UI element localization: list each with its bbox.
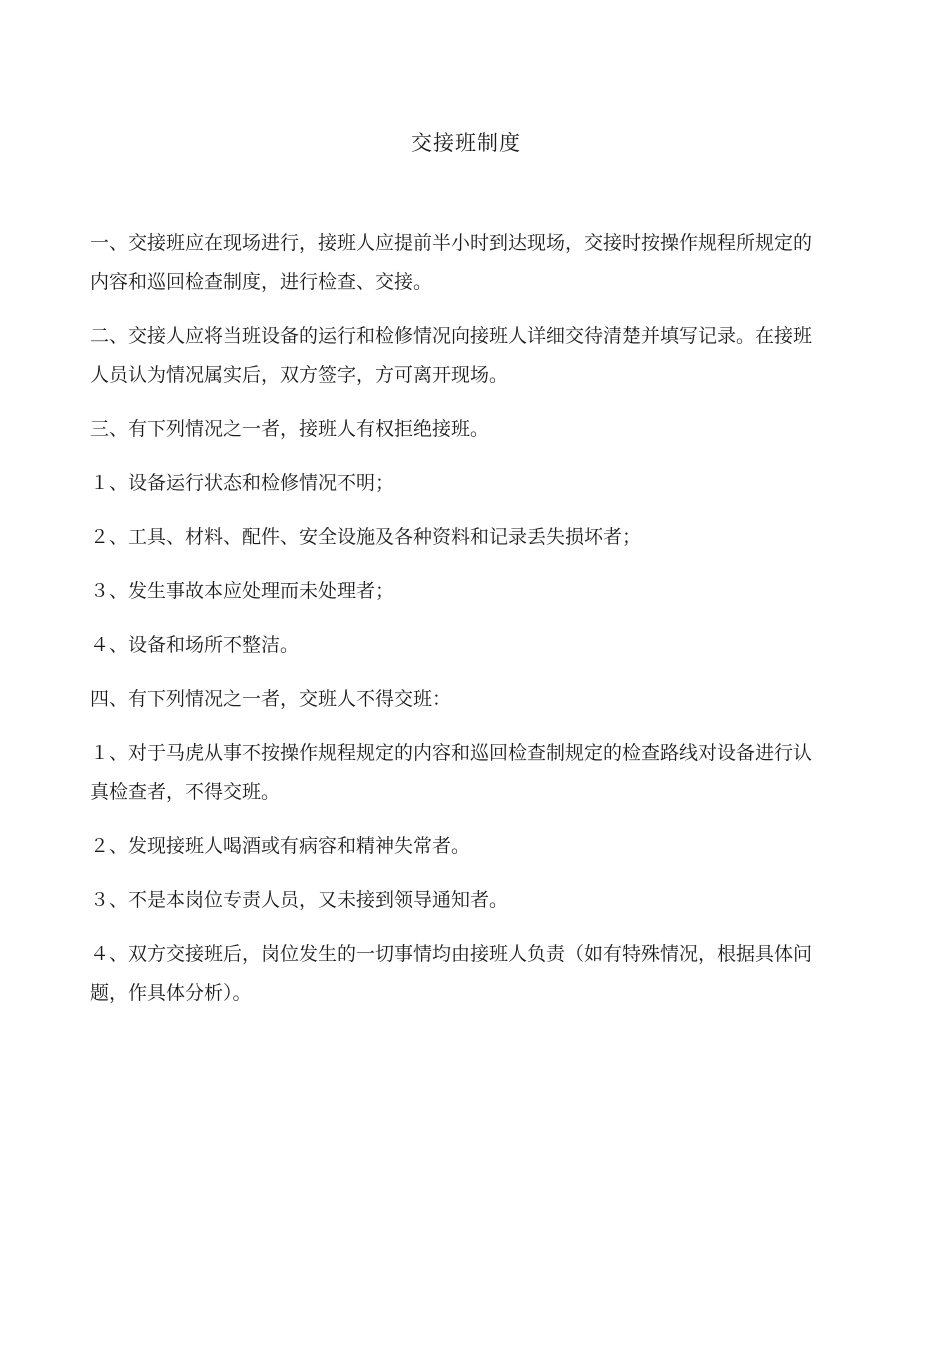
paragraph-1: 一、交接班应在现场进行，接班人应提前半小时到达现场，交接时按操作规程所规定的内容和巡回检查制度，进行检查、交接。 [90,232,813,293]
paragraph-4: 四、有下列情况之一者，交班人不得交班： [90,688,452,710]
list-item-3-1: １、设备运行状态和检修情况不明； [90,472,395,494]
document-title: 交接班制度 [411,131,521,155]
list-item-3-3: ３、发生事故本应处理而未处理者； [90,580,395,602]
list-item-4-1: １、对于马虎从事不按操作规程规定的内容和巡回检查制规定的检查路线对设备进行认真检查者，不得交班。 [90,742,813,803]
paragraph-2: 二、交接人应将当班设备的运行和检修情况向接班人详细交待清楚并填写记录。在接班人员认为情况属实后，双方签字，方可离开现场。 [90,325,813,386]
paragraph-3: 三、有下列情况之一者，接班人有权拒绝接班。 [90,418,490,440]
list-item-3-4: ４、设备和场所不整洁。 [90,634,300,656]
list-item-3-2: ２、工具、材料、配件、安全设施及各种资料和记录丢失损坏者； [90,526,642,548]
list-item-4-2: ２、发现接班人喝酒或有病容和精神失常者。 [90,835,471,857]
list-item-4-3: ３、不是本岗位专责人员，又未接到领导通知者。 [90,889,509,911]
list-item-4-4: ４、双方交接班后，岗位发生的一切事情均由接班人负责（如有特殊情况，根据具体问题，作具体分析）。 [90,943,813,1004]
document-body [90,224,820,1028]
